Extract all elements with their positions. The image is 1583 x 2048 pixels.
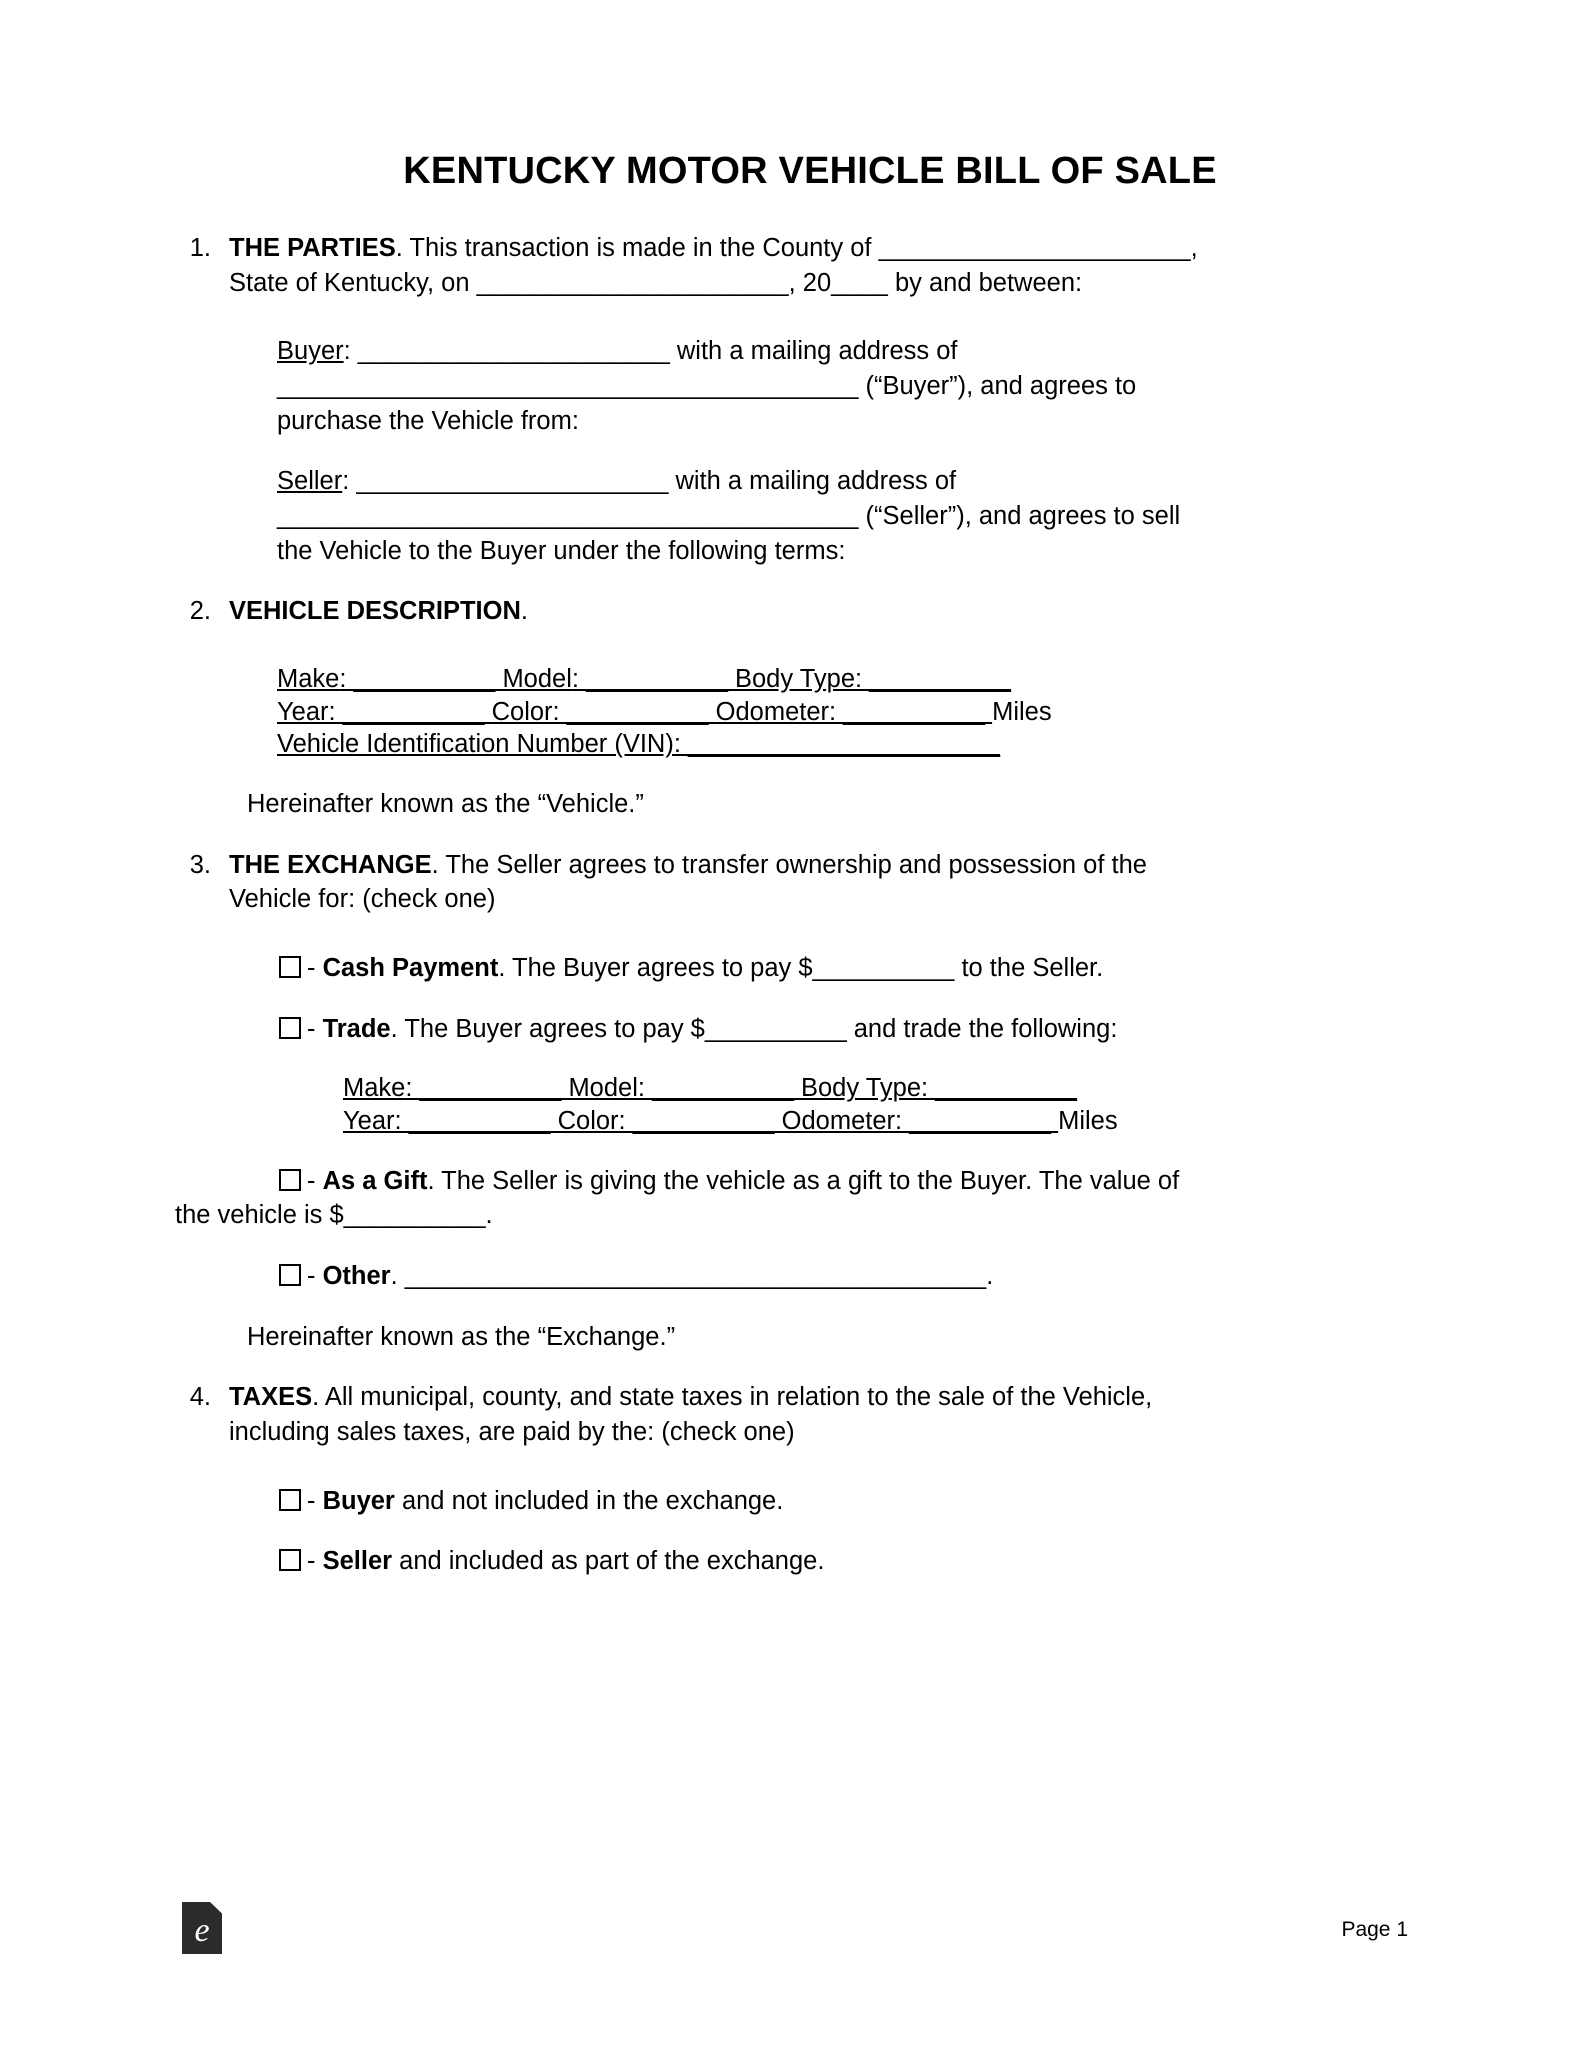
option-label: As a Gift (322, 1166, 428, 1195)
trade-color-label: Color (557, 1106, 619, 1135)
page-number: Page 1 (1341, 1918, 1408, 1941)
section-heading: VEHICLE DESCRIPTION (229, 597, 521, 626)
vehicle-description-fields (277, 663, 1405, 761)
option-dash: - (307, 1547, 323, 1576)
section-number: 4. (189, 1383, 211, 1412)
option-label: Cash Payment (322, 953, 499, 982)
color-field[interactable]: : __________ (552, 697, 716, 726)
section-intro-line1: . All municipal, county, and state taxes in relation to the sale of the Vehicle, (312, 1383, 1153, 1412)
exchange-option-trade[interactable] (279, 1012, 1405, 1047)
section-heading: THE PARTIES (229, 234, 396, 262)
option-text: . The Buyer agrees to pay $__________ to the Seller. (498, 953, 1104, 982)
buyer-label: Buyer (277, 337, 344, 366)
section-heading: THE EXCHANGE (229, 850, 432, 879)
trade-make-label: Make (343, 1074, 406, 1103)
document-body (175, 150, 1405, 1579)
seller-label: Seller (277, 467, 343, 496)
section-intro-line2: including sales taxes, are paid by the: (check one) (229, 1417, 795, 1446)
option-text: . The Seller is giving the vehicle as a gift to the Buyer. The value of (427, 1166, 1180, 1195)
vin-label: Vehicle Identification Number (VIN) (277, 730, 674, 759)
model-field[interactable]: : __________ (571, 665, 735, 694)
checkbox-taxes-buyer[interactable] (279, 1489, 301, 1511)
buyer-line-3: purchase the Vehicle from: (277, 406, 579, 435)
section-vehicle-description (175, 594, 1405, 629)
exchange-option-other[interactable] (279, 1259, 1405, 1294)
exchange-hereinafter: Hereinafter known as the “Exchange.” (247, 1322, 676, 1351)
section-taxes (175, 1380, 1405, 1449)
taxes-option-seller[interactable] (279, 1544, 1405, 1579)
logo-letter: e (194, 1912, 210, 1949)
section-intro-line1: . The Seller agrees to transfer ownership and possession of the (431, 850, 1147, 879)
section-number: 2. (189, 597, 211, 626)
buyer-line-2: _________________________________________ (“Buyer”), and agrees to (277, 372, 1137, 401)
trade-model-label: Model (568, 1074, 638, 1103)
trade-year-label: Year (343, 1106, 395, 1135)
seller-block (277, 464, 1405, 568)
odometer-label: Odometer (715, 697, 830, 726)
option-dash: - (307, 1166, 323, 1195)
miles-label: Miles (992, 697, 1052, 726)
trade-odometer-label: Odometer (781, 1106, 896, 1135)
seller-line-1: : ______________________ with a mailing address of (342, 467, 957, 496)
year-field[interactable]: : __________ (328, 697, 492, 726)
option-text: and included as part of the exchange. (392, 1547, 825, 1576)
trade-odometer-field[interactable]: : __________ (895, 1106, 1059, 1135)
vin-field[interactable]: : ______________________ (673, 730, 1001, 759)
section-heading: TAXES (229, 1383, 313, 1412)
trade-year-field[interactable]: : __________ (394, 1106, 558, 1135)
trade-model-field[interactable]: : __________ (637, 1074, 801, 1103)
vehicle-hereinafter: Hereinafter known as the “Vehicle.” (247, 789, 644, 818)
exchange-option-cash[interactable] (279, 951, 1405, 986)
option-dash: - (307, 1486, 323, 1515)
checkbox-taxes-seller[interactable] (279, 1549, 301, 1571)
section-parties (175, 231, 1405, 300)
section-number: 3. (189, 850, 211, 879)
checkbox-trade[interactable] (279, 1017, 301, 1039)
section-exchange (175, 848, 1405, 917)
buyer-line-1: : ______________________ with a mailing address of (343, 337, 958, 366)
option-text-line2: the vehicle is $__________. (175, 1201, 493, 1230)
trade-vehicle-fields (343, 1072, 1405, 1137)
option-text: and not included in the exchange. (394, 1486, 784, 1515)
odometer-field[interactable]: : __________ (829, 697, 993, 726)
option-label: Trade (322, 1014, 391, 1043)
option-label: Other (322, 1261, 391, 1290)
option-dash: - (307, 1014, 323, 1043)
checkbox-as-a-gift[interactable] (279, 1169, 301, 1191)
body-type-field[interactable]: : __________ (855, 665, 1011, 694)
color-label: Color (491, 697, 553, 726)
page-title: KENTUCKY MOTOR VEHICLE BILL OF SALE (403, 150, 1217, 192)
model-label: Model (502, 665, 572, 694)
make-label: Make (277, 665, 340, 694)
trade-body-type-field[interactable]: : __________ (921, 1074, 1077, 1103)
taxes-option-buyer[interactable] (279, 1484, 1405, 1519)
checkbox-other[interactable] (279, 1264, 301, 1286)
trade-miles-label: Miles (1058, 1106, 1118, 1135)
seller-line-3: the Vehicle to the Buyer under the following terms: (277, 536, 846, 565)
option-label: Buyer (322, 1486, 395, 1515)
section-intro-line2: State of Kentucky, on ______________________, 20____ by and between: (229, 268, 1083, 297)
seller-line-2: _________________________________________ (“Seller”), and agrees to sell (277, 502, 1181, 531)
section-intro-line2: Vehicle for: (check one) (229, 885, 496, 914)
make-field[interactable]: : __________ (339, 665, 503, 694)
year-label: Year (277, 697, 329, 726)
trade-make-field[interactable]: : __________ (405, 1074, 569, 1103)
trade-body-type-label: Body Type (800, 1074, 921, 1103)
body-type-label: Body Type (734, 665, 855, 694)
option-dash: - (307, 953, 323, 982)
section-intro-line1: . This transaction is made in the County of ______________________, (395, 234, 1198, 262)
eforms-logo-icon (182, 1902, 226, 1958)
option-dash: - (307, 1261, 323, 1290)
exchange-option-gift[interactable] (175, 1164, 1405, 1233)
option-text[interactable]: . _________________________________________. (390, 1261, 994, 1290)
option-label: Seller (322, 1547, 393, 1576)
checkbox-cash-payment[interactable] (279, 956, 301, 978)
section-number: 1. (189, 234, 211, 262)
buyer-block (277, 334, 1405, 438)
option-text: . The Buyer agrees to pay $__________ and trade the following: (390, 1014, 1118, 1043)
trade-color-field[interactable]: : __________ (618, 1106, 782, 1135)
section-heading-suffix: . (520, 597, 528, 626)
